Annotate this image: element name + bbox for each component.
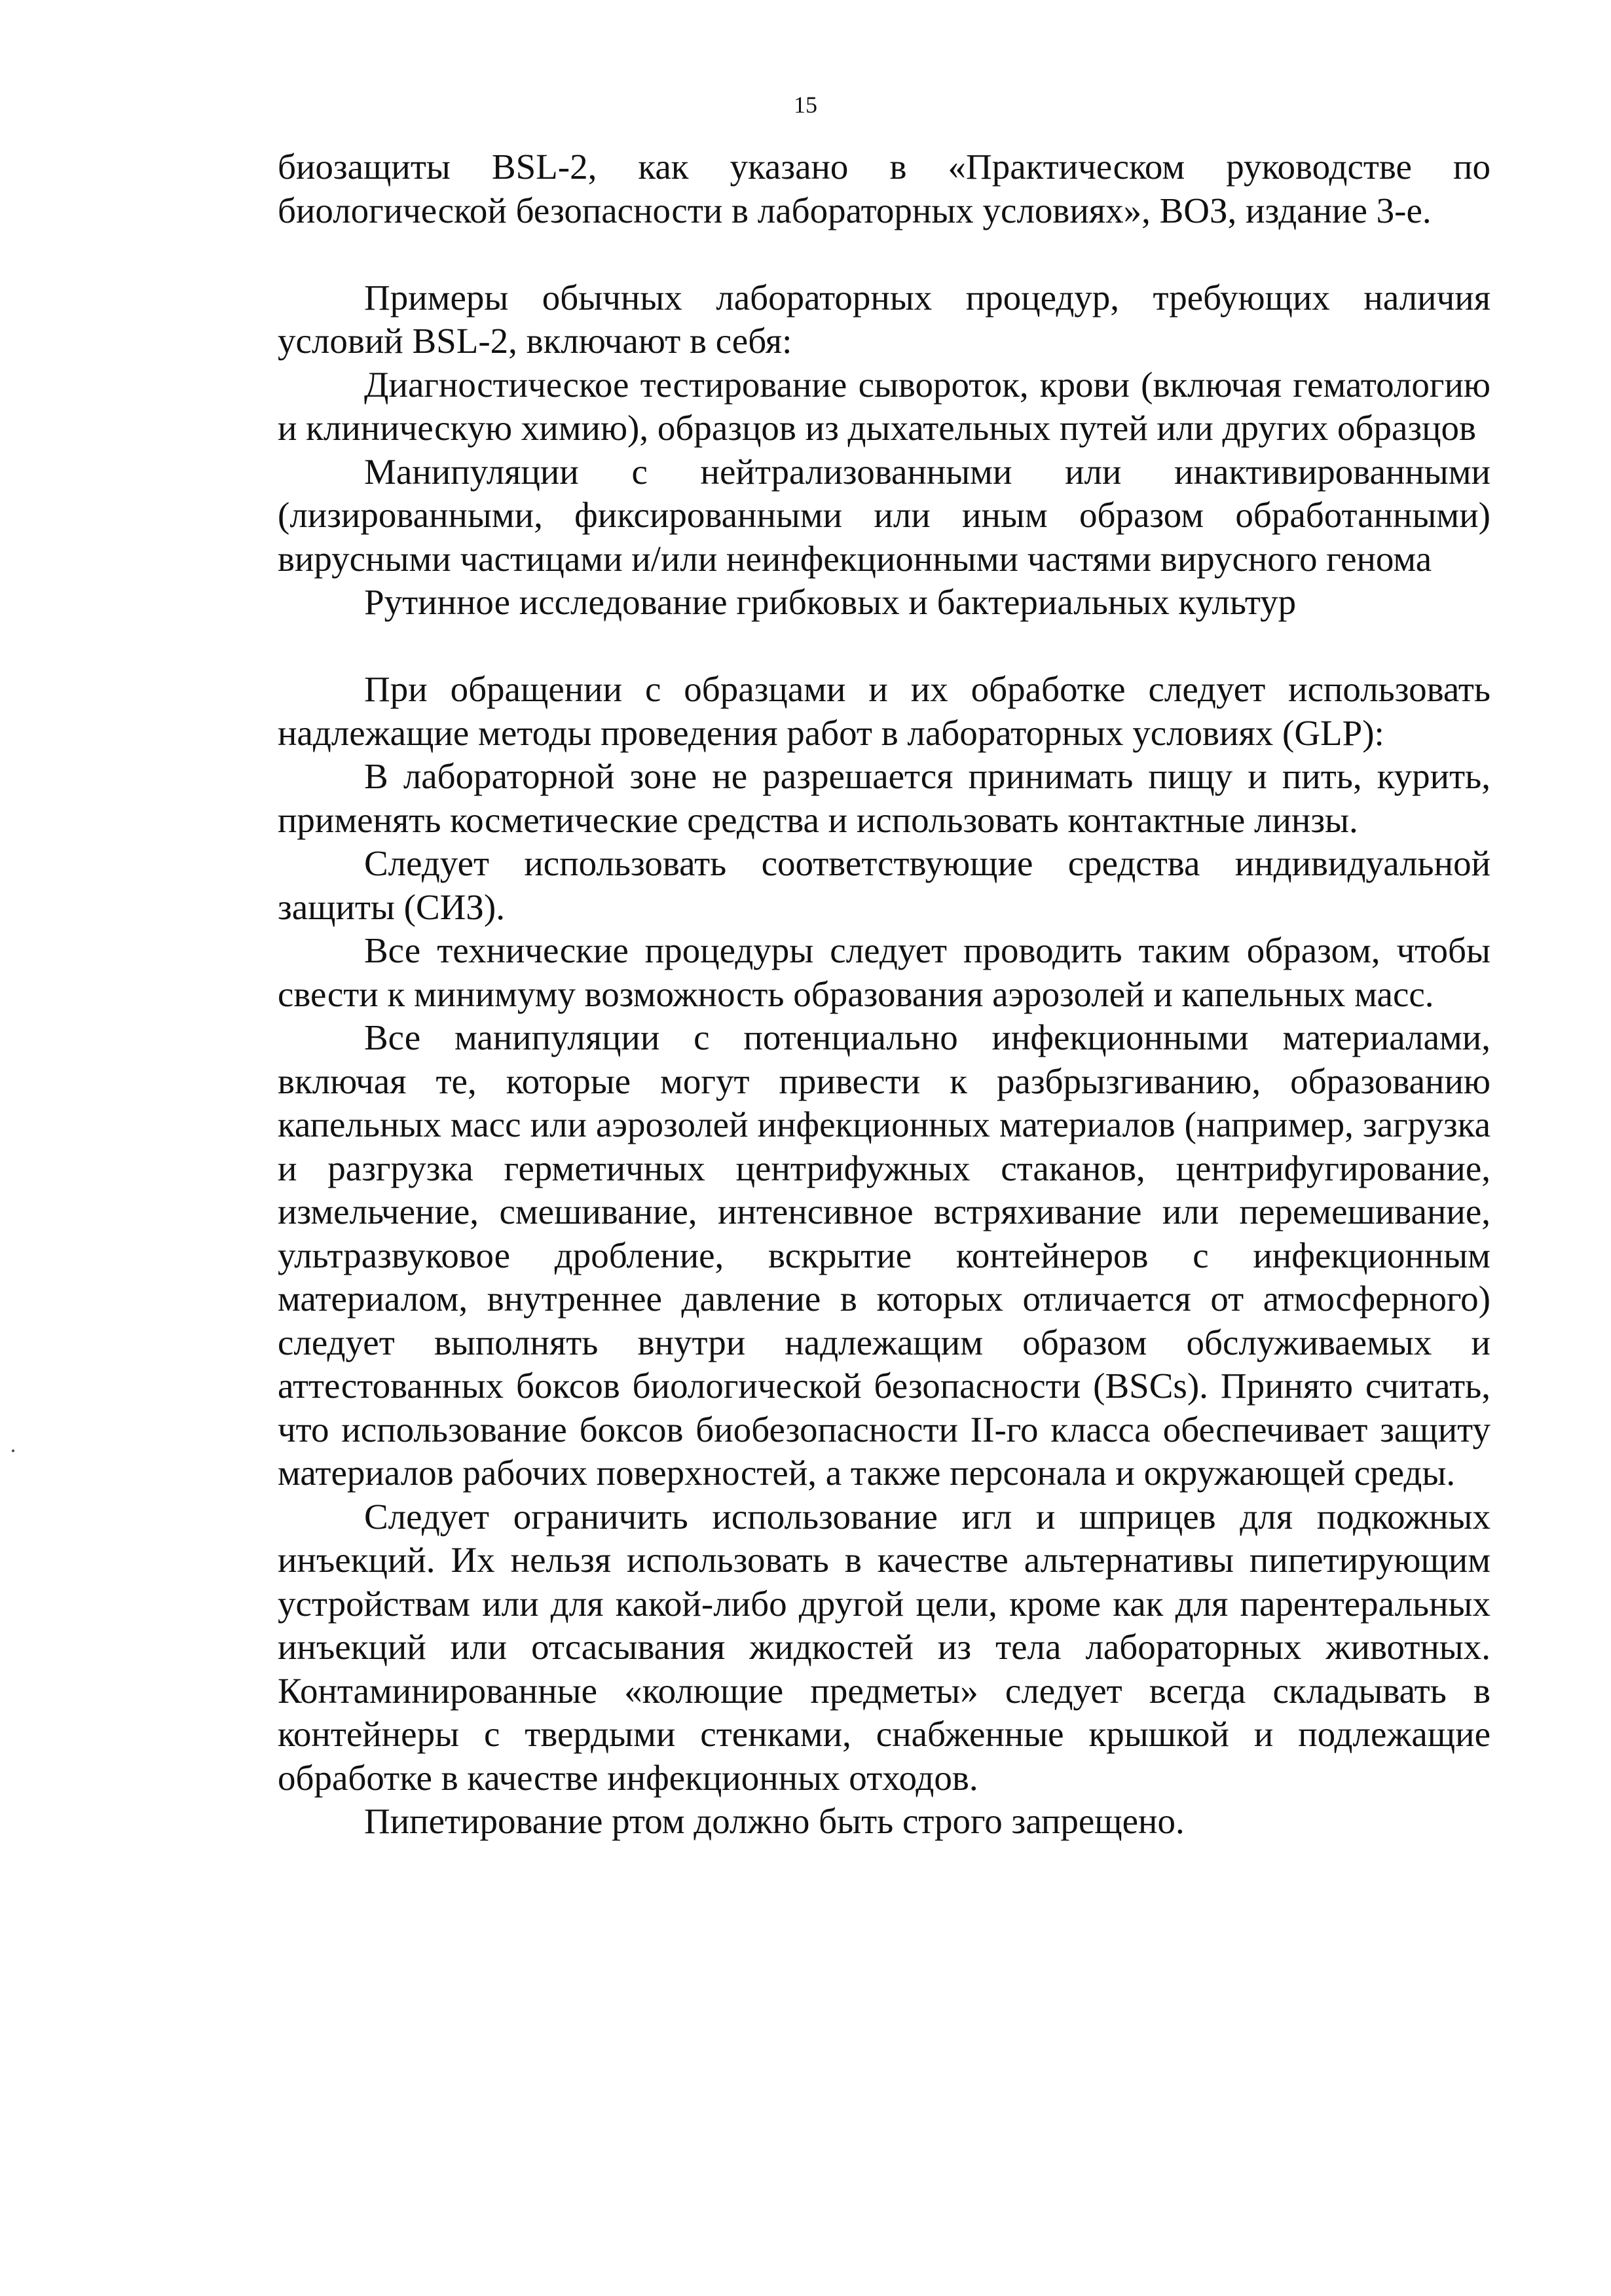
- document-body: [278, 145, 1491, 1844]
- rule-no-mouth-pipetting: Пипетирование ртом должно быть строго запрещено.: [364, 1801, 1185, 1841]
- paragraph-gap: [278, 232, 1491, 276]
- rule-no-eating: В лабораторной зоне не разрешается принимать пищу и пить, курить, применять косметические средства и использовать контактные линзы.: [278, 756, 1491, 840]
- list-item-cultures: Рутинное исследование грибковых и бактериальных культур: [364, 582, 1297, 622]
- list-item-inactivated-virus: Манипуляции с нейтрализованными или инактивированными (лизированными, фиксированными или иным образом обработанными) вирусными частицами и/или неинфекционными частями вирусного генома: [278, 451, 1491, 579]
- rule-bsc-manipulations: Все манипуляции с потенциально инфекционными материалами, включая те, которые могут привести к разбрызгиванию, образованию капельных масс или аэрозолей инфекционных материалов (например, загрузка и разгрузка герметичных центрифужных стаканов, центрифугирование, измельчение, смешивание, интенсивное встряхивание или перемешивание, ультразвуковое дробление, вскрытие контейнеров с инфекционным материалом, внутреннее давление в которых отличается от атмосферного) следует выполнять внутри надлежащим образом обслуживаемых и аттестованных боксов биологической безопасности (BSCs). Принято считать, что использование боксов биобезопасности II-го класса обеспечивает защиту материалов рабочих поверхностей, а также персонала и окружающей среды.: [278, 1017, 1491, 1493]
- paragraph-gap: [278, 625, 1491, 668]
- rule-needles-syringes: Следует ограничить использование игл и шприцев для подкожных инъекций. Их нельзя использовать в качестве альтернативы пипетирующим устройствам или для какой-либо другой цели, кроме как для парентеральных инъекций или отсасывания жидкостей из тела лабораторных животных. Контаминированные «колющие предметы» следует всегда складывать в контейнеры с твердыми стенками, снабженные крышкой и подлежащие обработке в качестве инфекционных отходов.: [278, 1496, 1491, 1798]
- rule-ppe: Следует использовать соответствующие средства индивидуальной защиты (СИЗ).: [278, 843, 1491, 927]
- rule-minimize-aerosols: Все технические процедуры следует проводить таким образом, чтобы свести к минимуму возможность образования аэрозолей и капельных масс.: [278, 930, 1491, 1014]
- paragraph-bsl2-examples-intro: Примеры обычных лабораторных процедур, требующих наличия условий BSL-2, включают в себя:: [278, 277, 1491, 361]
- paragraph-bsl2-reference: биозащиты BSL-2, как указано в «Практическом руководстве по биологической безопасности в лабораторных условиях», ВОЗ, издание 3-е.: [278, 147, 1491, 230]
- page-number: 15: [794, 92, 817, 118]
- scan-mark: [12, 1449, 14, 1452]
- list-item-diagnostic-testing: Диагностическое тестирование сывороток, крови (включая гематологию и клиническую химию), образцов из дыхательных путей или других образцов: [278, 364, 1491, 448]
- paragraph-glp-intro: При обращении с образцами и их обработке следует использовать надлежащие методы проведения работ в лабораторных условиях (GLP):: [278, 669, 1491, 753]
